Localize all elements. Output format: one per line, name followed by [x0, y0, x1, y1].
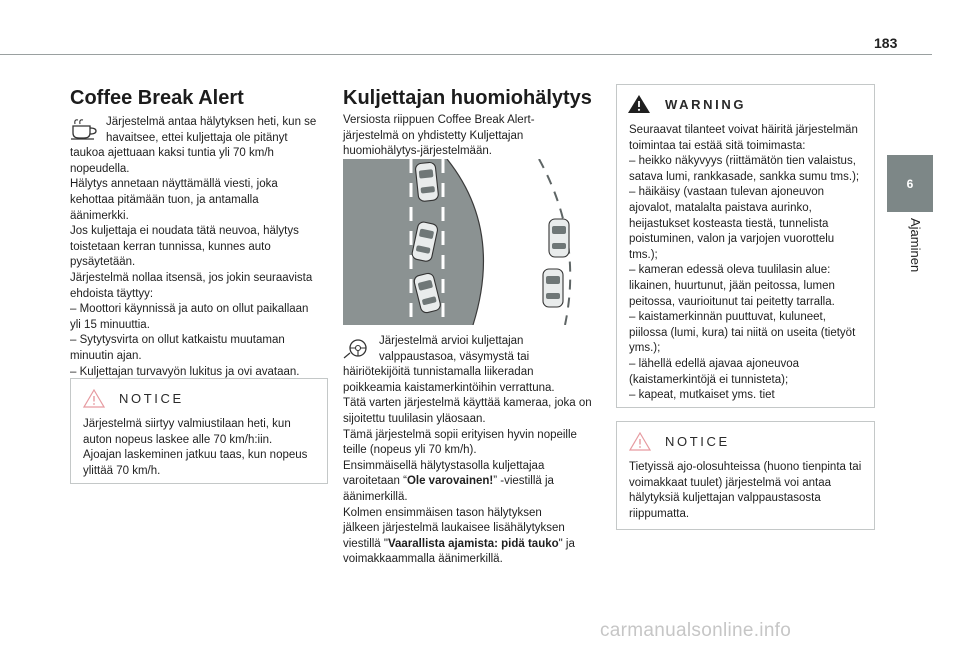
warning-line: peitossa, vaurioitunut tai peitetty tarralla.	[629, 295, 835, 308]
attention-line: poikkeamia kaistamerkintöihin verrattuna.	[343, 381, 555, 394]
attention-line: Tämä järjestelmä sopii erityisen hyvin nopeille	[343, 428, 577, 441]
warning-text	[617, 123, 874, 404]
attention-line: Versiosta riippuen Coffee Break Alert-	[343, 114, 535, 126]
notice-heading: NOTICE	[665, 433, 730, 449]
notice-line: voimakkaat tuulet) järjestelmä voi antaa	[629, 476, 831, 489]
notice-warning-icon	[629, 432, 651, 451]
coffee-line: – Kuljettajan turvavyön lukitus ja ovi avataan.	[70, 365, 300, 378]
warning-message-line	[343, 537, 605, 553]
coffee-line: nopeudella.	[70, 162, 130, 175]
chapter-number: 6	[906, 176, 914, 191]
warning-line: likainen, huurtunut, jään peitossa, lumen	[629, 279, 835, 292]
attention-line: teille (nopeus yli 70 km/h).	[343, 444, 477, 457]
driver-attention-body	[343, 334, 605, 568]
warning-line: – kameran edessä oleva tuulilasin alue:	[629, 264, 831, 277]
attention-line: valppaustasoa, väsymystä tai	[379, 350, 530, 363]
notice-text	[71, 417, 327, 479]
section-title: Coffee Break Alert	[70, 87, 244, 109]
attention-line: huomiohälytys-järjestelmään.	[343, 145, 492, 158]
warning-prefix: varoitetaan “	[343, 475, 407, 488]
warning-message-line	[343, 474, 605, 490]
attention-line: järjestelmä on yhdistetty Kuljettajan	[343, 129, 524, 142]
warning-line: – kaistamerkinnän puuttuvat, kuluneet,	[629, 311, 826, 324]
car-icon	[549, 219, 569, 257]
page-number: 183	[874, 35, 898, 51]
coffee-line: Hälytys annetaan näyttämällä viesti, joka	[70, 178, 278, 191]
coffee-line: minuutin ajan.	[70, 349, 142, 362]
coffee-line: kehottaa pitämään tuon, ja antamalla	[70, 193, 259, 206]
notice-text	[617, 460, 874, 522]
attention-line: äänimerkillä.	[343, 490, 408, 503]
coffee-line: yli 15 minuuttia.	[70, 318, 150, 331]
attention-line: häiriötekijöitä tunnistamalla liikeradan	[343, 366, 534, 379]
lane-drift-drawing	[343, 159, 597, 325]
steering-drowsy-icon	[343, 337, 373, 359]
warning-line: – kapeat, mutkaiset yms. tiet	[629, 389, 775, 402]
notice-warning-icon	[83, 389, 105, 408]
chapter-tab[interactable]	[887, 155, 933, 212]
warning-prefix: viestillä "	[343, 537, 388, 550]
coffee-line: Jos kuljettaja ei noudata tätä neuvoa, hälytys	[70, 225, 299, 238]
lane-drift-illustration	[343, 159, 597, 325]
watermark: carmanualsonline.info	[600, 620, 792, 641]
warning-triangle-icon	[627, 94, 651, 114]
warning-line: – häikäisy (vastaan tulevan ajoneuvon	[629, 186, 824, 199]
warning-line: toimintaa tai estää sitä toimimasta:	[629, 139, 806, 152]
notice-line: ylittää 70 km/h.	[83, 464, 161, 477]
header-rule	[0, 54, 932, 55]
car-icon	[415, 162, 439, 202]
attention-first-line: Järjestelmä arvioi kuljettajan	[379, 335, 524, 347]
warning-line: piilossa (lumi, kura) tai niitä on useita (tietyöt	[629, 326, 856, 339]
notice-line: Tietyissä ajo-olosuhteissa (huono tienpinta tai	[629, 461, 862, 473]
warning-suffix: ” -viestillä ja	[493, 475, 554, 488]
coffee-break-section	[70, 86, 332, 380]
coffee-intro	[70, 115, 332, 380]
coffee-cup-icon	[70, 118, 100, 140]
coffee-line: pysäytetään.	[70, 256, 136, 269]
notice-line: hälytyksiä kuljettajan valppaustasosta	[629, 492, 821, 505]
coffee-line: toistetaan kerran tunnissa, kunnes auto	[70, 240, 271, 253]
attention-line: Ensimmäisellä hälytystasolla kuljettajaa	[343, 459, 545, 472]
warning-line: – heikko näkyvyys (riittämätön tien valaistus,	[629, 155, 856, 168]
notice-header	[617, 422, 874, 460]
notice-box	[616, 421, 875, 530]
car-icon	[543, 269, 563, 307]
warning-line: heijastukset kosteasta tiestä, tunnelista	[629, 217, 829, 230]
warning-line: poistuminen, valon ja varjojen vuorottelu	[629, 233, 835, 246]
coffee-line: – Sytytysvirta on ollut katkaistu muutaman	[70, 334, 285, 347]
attention-line: voimakkaammalla äänimerkillä.	[343, 553, 503, 566]
warning-line: satava lumi, rankkasade, sankka sumu tms.);	[629, 170, 860, 183]
notice-header	[71, 379, 327, 417]
section-title: Kuljettajan huomiohälytys	[343, 87, 592, 109]
coffee-line: Järjestelmä nollaa itsensä, jos jokin seuraavista	[70, 271, 313, 284]
warning-line: ajovalot, matalalta paistava aurinko,	[629, 201, 812, 214]
warning-line: (kaistamerkintöjä ei tunnisteta);	[629, 373, 789, 386]
coffee-line: äänimerkki.	[70, 209, 129, 222]
notice-heading: NOTICE	[119, 390, 184, 406]
warning-line: – lähellä edellä ajavaa ajoneuvoa	[629, 357, 800, 370]
driver-attention-section	[343, 86, 605, 160]
warning-message-take-break: Vaarallista ajamista: pidä tauko	[387, 537, 559, 550]
notice-line: auton nopeus laskee alle 70 km/h:iin.	[83, 433, 273, 446]
coffee-line: ehdoista täyttyy:	[70, 287, 154, 300]
warning-heading: WARNING	[665, 96, 747, 112]
coffee-first-line: Järjestelmä antaa hälytyksen heti, kun se	[106, 116, 317, 128]
attention-line: jälkeen järjestelmä laukaisee lisähälytyksen	[343, 522, 565, 535]
attention-line: Tätä varten järjestelmä käyttää kameraa, joka on	[343, 397, 592, 410]
warning-header	[617, 85, 874, 123]
coffee-line: – Moottori käynnissä ja auto on ollut paikallaan	[70, 303, 309, 316]
attention-line: Kolmen ensimmäisen tason hälytyksen	[343, 506, 542, 519]
coffee-line: havaitsee, ettei kuljettaja ole pitänyt	[106, 131, 288, 144]
chapter-label: Ajaminen	[908, 218, 923, 273]
notice-line: riippumatta.	[629, 507, 690, 520]
coffee-line: taukoa ajettuaan kaksi tuntia yli 70 km/h	[70, 147, 274, 160]
notice-line: Järjestelmä siirtyy valmiustilaan heti, kun	[83, 418, 291, 430]
warning-message-be-careful: Ole varovainen!	[406, 475, 494, 488]
attention-intro	[343, 334, 605, 568]
notice-box	[70, 378, 328, 484]
warning-suffix: " ja	[558, 537, 575, 550]
notice-line: Ajoajan laskeminen jatkuu taas, kun nopeus	[83, 449, 308, 462]
warning-line: yms.);	[629, 342, 661, 355]
warning-box	[616, 84, 875, 408]
warning-line: Seuraavat tilanteet voivat häiritä järjestelmän	[629, 124, 858, 136]
warning-line: tms.);	[629, 248, 658, 261]
attention-line: sijoitettu tuulilasin yläosaan.	[343, 412, 486, 425]
